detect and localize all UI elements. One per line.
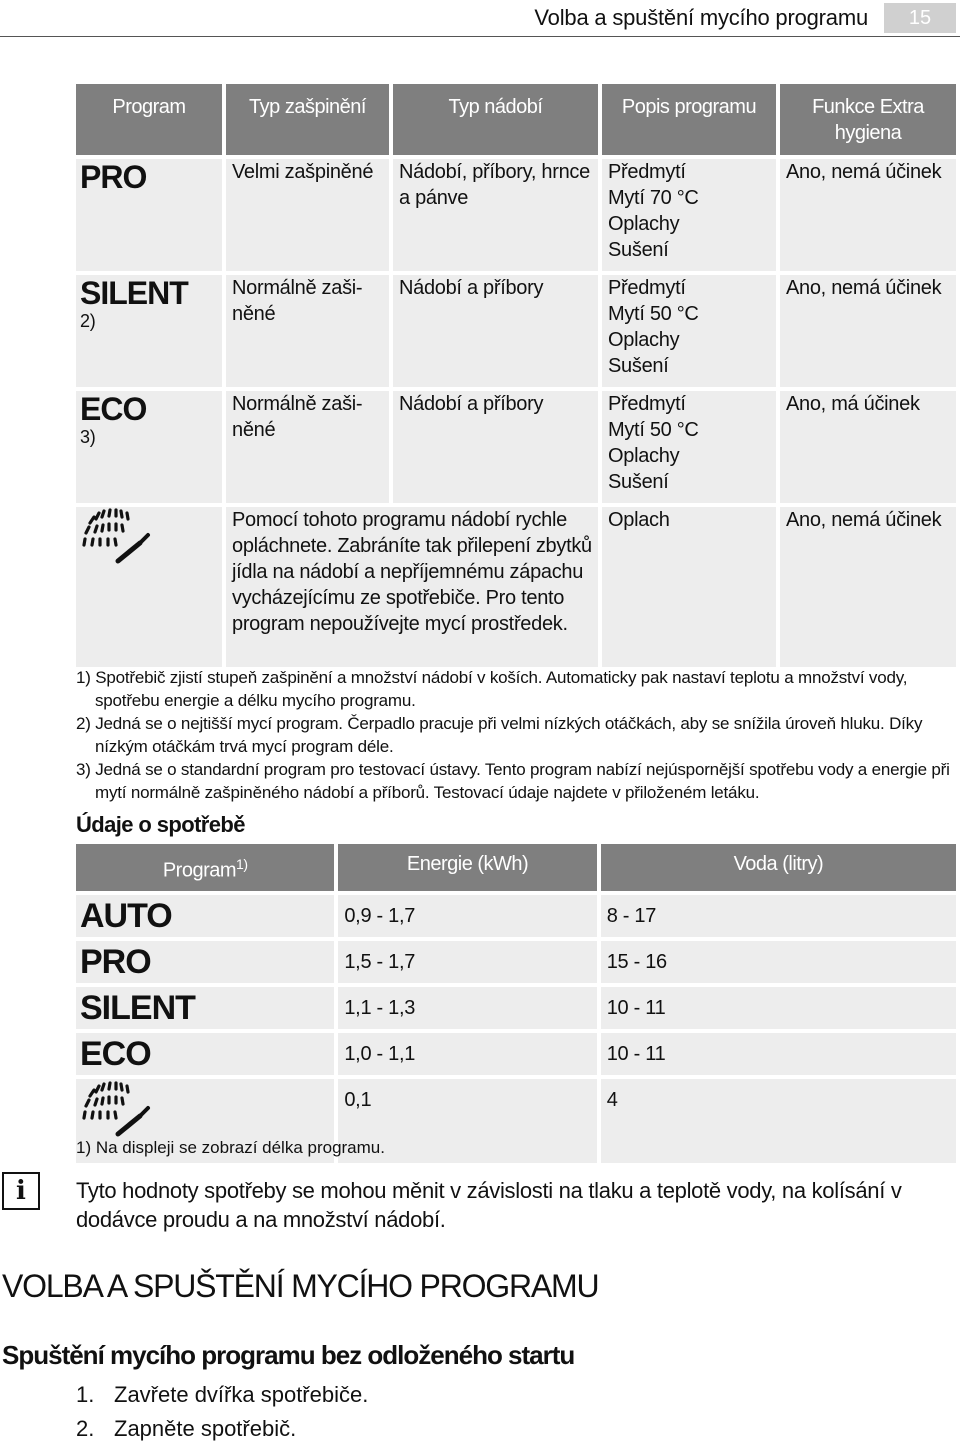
consumption-table (72, 840, 960, 1167)
section-title: VOLBA A SPUŠTĚNÍ MYCÍHO PROGRAMU (2, 1268, 599, 1304)
col-program (76, 844, 334, 891)
program-cell (76, 391, 222, 503)
footnote: 1) Spotřebič zjistí stupeň zašpinění a množství nádobí v koších. Automaticky pak nastaví teplotu a množství vody, spotřebu energie a délku mycího programu. (76, 668, 908, 710)
table-row (76, 987, 956, 1029)
description-line: Předmytí (608, 393, 686, 415)
program-footnotes (76, 666, 956, 804)
consumption-heading: Údaje o spotřebě (76, 812, 245, 837)
soil-cell: Velmi zašpiněné (226, 159, 389, 271)
energy-cell: 1,0 - 1,1 (338, 1033, 596, 1075)
description-line: Sušení (608, 355, 669, 377)
description-line: Mytí 50 °C (608, 303, 699, 325)
step-number: 1. (76, 1382, 95, 1407)
description-line: Mytí 70 °C (608, 187, 699, 209)
program-cell (76, 507, 222, 667)
table-row (76, 895, 956, 937)
energy-cell: 0,1 (338, 1079, 596, 1163)
energy-cell: 1,1 - 1,3 (338, 987, 596, 1029)
col-program-label: Program (162, 859, 237, 882)
subsection-title: Spuštění mycího programu bez odloženého startu (2, 1340, 575, 1370)
info-text: Tyto hodnoty spotřeby se mohou měnit v závislosti na tlaku a teplotě vody, na kolísání v dodávce proudu a na množství nádobí. (76, 1178, 902, 1232)
description-line: Oplach (608, 509, 670, 531)
col-water: Voda (litry) (601, 844, 956, 891)
description-line: Sušení (608, 471, 669, 493)
program-cell (76, 275, 222, 387)
table-row (76, 941, 956, 983)
description-line: Sušení (608, 239, 669, 261)
description-cell (602, 159, 776, 271)
col-program-sup: 1) (236, 856, 248, 872)
rinse-icon (80, 1080, 156, 1140)
col-program: Program (76, 84, 222, 155)
col-description: Popis programu (602, 84, 776, 155)
hygiene-cell: Ano, nemá účinek (780, 507, 956, 667)
step-text: Zavřete dvířka spotřebiče. (114, 1382, 369, 1407)
table-row (76, 391, 956, 503)
program-logo: ECO (80, 391, 147, 427)
step-text: Zapněte spotřebič. (114, 1416, 297, 1441)
list-item (76, 1412, 368, 1446)
footnote: 3) Jedná se o standardní program pro testovací ústavy. Tento program nabízí nejúspornější spotřebu vody a energie při mytí normálně zašpiněného nádobí a příborů. Testovací údaje najdete v přiloženém letáku. (76, 760, 950, 802)
program-cell (76, 987, 334, 1029)
water-cell: 10 - 11 (601, 987, 956, 1029)
col-hygiene: Funkce Extra hygiena (780, 84, 956, 155)
info-icon: i (2, 1172, 40, 1210)
water-cell: 15 - 16 (601, 941, 956, 983)
water-cell: 8 - 17 (601, 895, 956, 937)
table-row (76, 275, 956, 387)
program-note: 2) (80, 311, 96, 331)
table-row (76, 1033, 956, 1075)
table-row (76, 507, 956, 667)
consumption-table-header (76, 844, 956, 891)
program-logo: PRO (80, 159, 147, 195)
hygiene-cell: Ano, má účinek (780, 391, 956, 503)
page-number: 15 (884, 3, 956, 33)
program-table-header (76, 84, 956, 155)
program-logo: SILENT (80, 988, 195, 1027)
soil-cell: Pomocí tohoto programu nádobí rychle opláchnete. Zabráníte tak přilepení zbytků jídla na nádobí a nepříjemnému zápachu vycházejícímu ze spotřebiče. Pro tento program nepoužívejte mycí prostředek. (226, 507, 598, 667)
program-logo: PRO (80, 942, 151, 981)
col-dishes: Typ nádobí (393, 84, 598, 155)
header-rule (0, 36, 960, 37)
steps-list (76, 1378, 368, 1446)
description-line: Mytí 50 °C (608, 419, 699, 441)
water-cell: 4 (601, 1079, 956, 1163)
table-row (76, 159, 956, 271)
description-line: Oplachy (608, 213, 680, 235)
dishes-cell: Nádobí a příbory (393, 391, 598, 503)
step-number: 2. (76, 1416, 95, 1441)
col-soil: Typ zašpinění (226, 84, 389, 155)
description-cell (602, 507, 776, 667)
description-cell (602, 275, 776, 387)
col-energy: Energie (kWh) (338, 844, 596, 891)
page-header (0, 0, 960, 38)
dishes-cell: Nádobí a příbory (393, 275, 598, 387)
program-note: 3) (80, 427, 96, 447)
hygiene-cell: Ano, nemá účinek (780, 275, 956, 387)
program-cell (76, 895, 334, 937)
footnote: 2) Jedná se o nejtišší mycí program. Čerpadlo pracuje při velmi nízkých otáčkách, aby se snížila úroveň hluku. Díky nízkým otáčkám trvá mycí program déle. (76, 714, 923, 756)
consumption-footnote: 1) Na displeji se zobrazí délka programu. (76, 1138, 385, 1157)
description-line: Oplachy (608, 445, 680, 467)
header-title: Volba a spuštění mycího programu (534, 5, 868, 30)
dishes-cell: Nádobí, příbory, hrnce a pánve (393, 159, 598, 271)
program-cell (76, 1033, 334, 1075)
soil-cell: Normálně zaši-něné (226, 391, 389, 503)
energy-cell: 0,9 - 1,7 (338, 895, 596, 937)
program-logo: AUTO (80, 896, 172, 935)
description-cell (602, 391, 776, 503)
description-line: Oplachy (608, 329, 680, 351)
program-logo: SILENT (80, 275, 188, 311)
program-table (72, 80, 960, 671)
soil-cell: Normálně zaši-něné (226, 275, 389, 387)
description-line: Předmytí (608, 161, 686, 183)
program-logo: ECO (80, 1034, 151, 1073)
program-cell (76, 159, 222, 271)
energy-cell: 1,5 - 1,7 (338, 941, 596, 983)
list-item (76, 1378, 368, 1412)
rinse-icon (80, 507, 156, 567)
water-cell: 10 - 11 (601, 1033, 956, 1075)
program-cell (76, 941, 334, 983)
hygiene-cell: Ano, nemá účinek (780, 159, 956, 271)
description-line: Předmytí (608, 277, 686, 299)
